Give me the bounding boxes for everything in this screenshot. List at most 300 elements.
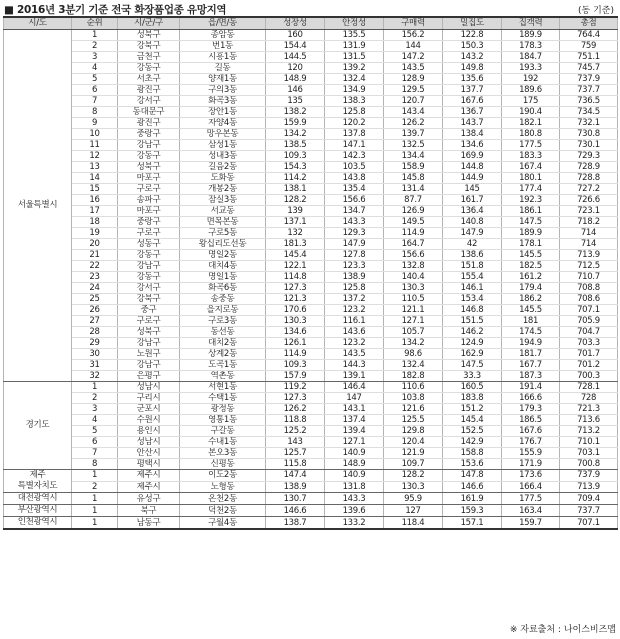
stability-cell: 127.1 <box>325 437 384 448</box>
district-cell: 동대문구 <box>118 107 180 118</box>
district-cell: 은평구 <box>118 371 180 382</box>
density-cell: 146.1 <box>443 283 502 294</box>
table-row <box>4 74 618 85</box>
stability-cell: 127.8 <box>325 250 384 261</box>
dong-cell: 양재1동 <box>180 74 266 85</box>
traffic-cell: 166.4 <box>502 481 560 493</box>
traffic-cell: 190.4 <box>502 107 560 118</box>
traffic-cell: 171.9 <box>502 459 560 470</box>
district-cell: 중구 <box>118 305 180 316</box>
total-cell: 707.1 <box>560 517 618 530</box>
density-cell: 167.6 <box>443 96 502 107</box>
density-cell: 159.3 <box>443 505 502 517</box>
column-header: 시/도 <box>4 17 72 30</box>
dong-cell: 화곡6동 <box>180 283 266 294</box>
dong-cell: 구의3동 <box>180 85 266 96</box>
density-cell: 161.9 <box>443 493 502 505</box>
district-cell: 성북구 <box>118 162 180 173</box>
district-cell: 마포구 <box>118 173 180 184</box>
rank-cell: 2 <box>72 41 118 52</box>
rank-cell: 21 <box>72 250 118 261</box>
traffic-cell: 145.5 <box>502 305 560 316</box>
purchasing-cell: 156.6 <box>384 250 443 261</box>
column-header: 밀집도 <box>443 17 502 30</box>
growth-cell: 138.5 <box>266 140 325 151</box>
stability-cell: 133.2 <box>325 517 384 530</box>
rank-cell: 5 <box>72 426 118 437</box>
purchasing-cell: 130.3 <box>384 481 443 493</box>
stability-cell: 143.6 <box>325 327 384 338</box>
traffic-cell: 178.3 <box>502 41 560 52</box>
traffic-cell: 187.3 <box>502 371 560 382</box>
purchasing-cell: 87.7 <box>384 195 443 206</box>
purchasing-cell: 125.5 <box>384 415 443 426</box>
rank-cell: 27 <box>72 316 118 327</box>
table-row <box>4 151 618 162</box>
growth-cell: 138.7 <box>266 517 325 530</box>
region-cell: 경기도 <box>4 382 72 470</box>
table-row <box>4 184 618 195</box>
total-cell: 713.2 <box>560 426 618 437</box>
density-cell: 122.8 <box>443 30 502 41</box>
stability-cell: 139.1 <box>325 371 384 382</box>
rank-cell: 1 <box>72 493 118 505</box>
density-cell: 155.4 <box>443 272 502 283</box>
rank-cell: 13 <box>72 162 118 173</box>
stability-cell: 143.5 <box>325 349 384 360</box>
density-cell: 147.5 <box>443 360 502 371</box>
density-cell: 149.8 <box>443 63 502 74</box>
growth-cell: 122.1 <box>266 261 325 272</box>
dong-cell: 종암동 <box>180 30 266 41</box>
table-row <box>4 228 618 239</box>
growth-cell: 130.7 <box>266 493 325 505</box>
traffic-cell: 186.2 <box>502 294 560 305</box>
total-cell: 712.5 <box>560 261 618 272</box>
dong-cell: 역촌동 <box>180 371 266 382</box>
rank-cell: 20 <box>72 239 118 250</box>
stability-cell: 125.8 <box>325 107 384 118</box>
growth-cell: 146 <box>266 85 325 96</box>
traffic-cell: 180.1 <box>502 173 560 184</box>
stability-cell: 125.8 <box>325 283 384 294</box>
table-row <box>4 426 618 437</box>
growth-cell: 114.2 <box>266 173 325 184</box>
stability-cell: 132.4 <box>325 74 384 85</box>
traffic-cell: 147.5 <box>502 217 560 228</box>
density-cell: 151.2 <box>443 404 502 415</box>
stability-cell: 144.3 <box>325 360 384 371</box>
purchasing-cell: 120.4 <box>384 437 443 448</box>
traffic-cell: 186.1 <box>502 206 560 217</box>
stability-cell: 139.2 <box>325 63 384 74</box>
district-cell: 강서구 <box>118 96 180 107</box>
district-cell: 마포구 <box>118 206 180 217</box>
purchasing-cell: 145.8 <box>384 173 443 184</box>
region-cell: 인천광역시 <box>4 517 72 530</box>
rank-cell: 6 <box>72 437 118 448</box>
growth-cell: 154.3 <box>266 162 325 173</box>
rank-cell: 1 <box>72 382 118 393</box>
table-row <box>4 415 618 426</box>
region-cell: 제주 특별자치도 <box>4 470 72 493</box>
density-cell: 151.5 <box>443 316 502 327</box>
stability-cell: 143.1 <box>325 404 384 415</box>
table-row <box>4 217 618 228</box>
region-cell: 서울특별시 <box>4 30 72 382</box>
rank-cell: 3 <box>72 52 118 63</box>
table-row <box>4 404 618 415</box>
dong-cell: 덕천2동 <box>180 505 266 517</box>
district-cell: 성동구 <box>118 239 180 250</box>
unit-note: (동 기준) <box>578 6 614 16</box>
density-cell: 147.9 <box>443 228 502 239</box>
table-row <box>4 63 618 74</box>
district-cell: 용인시 <box>118 426 180 437</box>
purchasing-cell: 132.5 <box>384 140 443 151</box>
stability-cell: 123.2 <box>325 305 384 316</box>
stability-cell: 138.9 <box>325 272 384 283</box>
table-row <box>4 272 618 283</box>
rank-cell: 3 <box>72 404 118 415</box>
rank-cell: 31 <box>72 360 118 371</box>
purchasing-cell: 156.2 <box>384 30 443 41</box>
rank-cell: 16 <box>72 195 118 206</box>
purchasing-cell: 121.6 <box>384 404 443 415</box>
purchasing-cell: 147.2 <box>384 52 443 63</box>
growth-cell: 147.4 <box>266 470 325 482</box>
total-cell: 764.4 <box>560 30 618 41</box>
dong-cell: 을지로동 <box>180 305 266 316</box>
district-cell: 광진구 <box>118 85 180 96</box>
district-cell: 중랑구 <box>118 217 180 228</box>
total-cell: 759 <box>560 41 618 52</box>
total-cell: 723.1 <box>560 206 618 217</box>
stability-cell: 137.8 <box>325 129 384 140</box>
purchasing-cell: 95.9 <box>384 493 443 505</box>
dong-cell: 길음2동 <box>180 162 266 173</box>
stability-cell: 134.7 <box>325 206 384 217</box>
purchasing-cell: 129.5 <box>384 85 443 96</box>
dong-cell: 시흥1동 <box>180 52 266 63</box>
district-cell: 광진구 <box>118 118 180 129</box>
growth-cell: 130.3 <box>266 316 325 327</box>
stability-cell: 134.9 <box>325 85 384 96</box>
district-cell: 강서구 <box>118 283 180 294</box>
purchasing-cell: 158.9 <box>384 162 443 173</box>
total-cell: 727.2 <box>560 184 618 195</box>
total-cell: 713.9 <box>560 481 618 493</box>
growth-cell: 126.1 <box>266 338 325 349</box>
district-cell: 강남구 <box>118 140 180 151</box>
district-cell: 금천구 <box>118 52 180 63</box>
total-cell: 737.9 <box>560 74 618 85</box>
growth-cell: 132 <box>266 228 325 239</box>
total-cell: 714 <box>560 239 618 250</box>
stability-cell: 143.3 <box>325 217 384 228</box>
district-cell: 제주시 <box>118 470 180 482</box>
total-cell: 726.6 <box>560 195 618 206</box>
dong-cell: 노형동 <box>180 481 266 493</box>
district-cell: 노원구 <box>118 349 180 360</box>
density-cell: 151.8 <box>443 261 502 272</box>
density-cell: 134.6 <box>443 140 502 151</box>
purchasing-cell: 149.5 <box>384 217 443 228</box>
traffic-cell: 173.6 <box>502 470 560 482</box>
rank-cell: 32 <box>72 371 118 382</box>
growth-cell: 159.9 <box>266 118 325 129</box>
total-cell: 713.6 <box>560 415 618 426</box>
column-header: 순위 <box>72 17 118 30</box>
rank-cell: 12 <box>72 151 118 162</box>
density-cell: 136.7 <box>443 107 502 118</box>
rank-cell: 9 <box>72 118 118 129</box>
table-row <box>4 85 618 96</box>
rank-cell: 4 <box>72 63 118 74</box>
traffic-cell: 167.6 <box>502 426 560 437</box>
total-cell: 728.8 <box>560 173 618 184</box>
table-row <box>4 52 618 63</box>
density-cell: 146.8 <box>443 305 502 316</box>
purchasing-cell: 143.4 <box>384 107 443 118</box>
growth-cell: 125.7 <box>266 448 325 459</box>
rank-cell: 7 <box>72 96 118 107</box>
traffic-cell: 176.7 <box>502 437 560 448</box>
growth-cell: 154.4 <box>266 41 325 52</box>
table-row <box>4 327 618 338</box>
total-cell: 737.7 <box>560 505 618 517</box>
total-cell: 751.1 <box>560 52 618 63</box>
rank-cell: 15 <box>72 184 118 195</box>
dong-cell: 왕십리도선동 <box>180 239 266 250</box>
traffic-cell: 167.4 <box>502 162 560 173</box>
purchasing-cell: 126.9 <box>384 206 443 217</box>
growth-cell: 128.2 <box>266 195 325 206</box>
purchasing-cell: 134.4 <box>384 151 443 162</box>
purchasing-cell: 132.8 <box>384 261 443 272</box>
dong-cell: 서현1동 <box>180 382 266 393</box>
dong-cell: 수내1동 <box>180 437 266 448</box>
growth-cell: 181.3 <box>266 239 325 250</box>
density-cell: 158.8 <box>443 448 502 459</box>
district-cell: 중랑구 <box>118 129 180 140</box>
table-row <box>4 118 618 129</box>
dong-cell: 화곡3동 <box>180 96 266 107</box>
purchasing-cell: 131.4 <box>384 184 443 195</box>
stability-cell: 139.6 <box>325 505 384 517</box>
column-header: 성장성 <box>266 17 325 30</box>
stability-cell: 143.3 <box>325 493 384 505</box>
dong-cell: 동선동 <box>180 327 266 338</box>
traffic-cell: 182.1 <box>502 118 560 129</box>
purchasing-cell: 164.7 <box>384 239 443 250</box>
district-cell: 성북구 <box>118 30 180 41</box>
table-row <box>4 481 618 493</box>
purchasing-cell: 127.1 <box>384 316 443 327</box>
district-cell: 강동구 <box>118 151 180 162</box>
stability-cell: 137.4 <box>325 415 384 426</box>
dong-cell: 구로3동 <box>180 316 266 327</box>
traffic-cell: 167.7 <box>502 360 560 371</box>
density-cell: 146.2 <box>443 327 502 338</box>
region-cell: 대전광역시 <box>4 493 72 505</box>
growth-cell: 145.4 <box>266 250 325 261</box>
total-cell: 714 <box>560 228 618 239</box>
stability-cell: 138.3 <box>325 96 384 107</box>
growth-cell: 119.2 <box>266 382 325 393</box>
rank-cell: 24 <box>72 283 118 294</box>
title-row <box>4 2 616 16</box>
dong-cell: 명일1동 <box>180 272 266 283</box>
table-row <box>4 305 618 316</box>
stability-cell: 135.4 <box>325 184 384 195</box>
table-row <box>4 393 618 404</box>
density-cell: 136.4 <box>443 206 502 217</box>
table-row <box>4 360 618 371</box>
rank-cell: 25 <box>72 294 118 305</box>
district-cell: 평택시 <box>118 459 180 470</box>
rank-cell: 8 <box>72 459 118 470</box>
purchasing-cell: 126.2 <box>384 118 443 129</box>
growth-cell: 126.2 <box>266 404 325 415</box>
total-cell: 730.8 <box>560 129 618 140</box>
district-cell: 송파구 <box>118 195 180 206</box>
stability-cell: 137.2 <box>325 294 384 305</box>
growth-cell: 134.2 <box>266 129 325 140</box>
district-cell: 구로구 <box>118 228 180 239</box>
district-cell: 강동구 <box>118 272 180 283</box>
traffic-cell: 193.3 <box>502 63 560 74</box>
purchasing-cell: 118.4 <box>384 517 443 530</box>
traffic-cell: 178.1 <box>502 239 560 250</box>
density-cell: 162.9 <box>443 349 502 360</box>
traffic-cell: 182.5 <box>502 261 560 272</box>
rank-cell: 10 <box>72 129 118 140</box>
table-row <box>4 338 618 349</box>
dong-cell: 상계2동 <box>180 349 266 360</box>
traffic-cell: 163.4 <box>502 505 560 517</box>
total-cell: 705.9 <box>560 316 618 327</box>
traffic-cell: 189.6 <box>502 85 560 96</box>
rank-cell: 2 <box>72 481 118 493</box>
growth-cell: 144.5 <box>266 52 325 63</box>
district-cell: 수원시 <box>118 415 180 426</box>
rank-cell: 29 <box>72 338 118 349</box>
district-cell: 강남구 <box>118 261 180 272</box>
dong-cell: 본오3동 <box>180 448 266 459</box>
density-cell: 143.2 <box>443 52 502 63</box>
traffic-cell: 184.7 <box>502 52 560 63</box>
density-cell: 153.6 <box>443 459 502 470</box>
table-row <box>4 505 618 517</box>
growth-cell: 114.9 <box>266 349 325 360</box>
total-cell: 707.1 <box>560 305 618 316</box>
total-cell: 737.7 <box>560 85 618 96</box>
density-cell: 138.4 <box>443 129 502 140</box>
density-cell: 124.9 <box>443 338 502 349</box>
growth-cell: 118.8 <box>266 415 325 426</box>
total-cell: 713.9 <box>560 250 618 261</box>
purchasing-cell: 132.4 <box>384 360 443 371</box>
purchasing-cell: 114.9 <box>384 228 443 239</box>
density-cell: 153.4 <box>443 294 502 305</box>
growth-cell: 160 <box>266 30 325 41</box>
density-cell: 137.7 <box>443 85 502 96</box>
table-row <box>4 517 618 530</box>
table-row <box>4 349 618 360</box>
stability-cell: 120.2 <box>325 118 384 129</box>
stability-cell: 129.3 <box>325 228 384 239</box>
stability-cell: 147 <box>325 393 384 404</box>
district-cell: 강동구 <box>118 63 180 74</box>
dong-cell: 영통1동 <box>180 415 266 426</box>
total-cell: 703.1 <box>560 448 618 459</box>
traffic-cell: 177.5 <box>502 493 560 505</box>
purchasing-cell: 182.8 <box>384 371 443 382</box>
density-cell: 157.1 <box>443 517 502 530</box>
rank-cell: 1 <box>72 517 118 530</box>
growth-cell: 134.6 <box>266 327 325 338</box>
traffic-cell: 186.5 <box>502 415 560 426</box>
purchasing-cell: 110.5 <box>384 294 443 305</box>
dong-cell: 길동 <box>180 63 266 74</box>
table-row <box>4 250 618 261</box>
growth-cell: 138.1 <box>266 184 325 195</box>
rank-cell: 14 <box>72 173 118 184</box>
total-cell: 701.2 <box>560 360 618 371</box>
purchasing-cell: 98.6 <box>384 349 443 360</box>
traffic-cell: 183.3 <box>502 151 560 162</box>
table-row <box>4 294 618 305</box>
total-cell: 728.1 <box>560 382 618 393</box>
stability-cell: 135.5 <box>325 30 384 41</box>
dong-cell: 번1동 <box>180 41 266 52</box>
page-title: ■ 2016년 3분기 기준 전국 화장품업종 유망지역 <box>4 4 227 16</box>
traffic-cell: 191.4 <box>502 382 560 393</box>
purchasing-cell: 143.5 <box>384 63 443 74</box>
purchasing-cell: 120.7 <box>384 96 443 107</box>
rank-cell: 11 <box>72 140 118 151</box>
district-cell: 북구 <box>118 505 180 517</box>
district-cell: 남동구 <box>118 517 180 530</box>
table-row <box>4 382 618 393</box>
traffic-cell: 181.7 <box>502 349 560 360</box>
total-cell: 721.3 <box>560 404 618 415</box>
total-cell: 700.3 <box>560 371 618 382</box>
purchasing-cell: 109.7 <box>384 459 443 470</box>
density-cell: 145.4 <box>443 415 502 426</box>
table-row <box>4 316 618 327</box>
density-cell: 144.8 <box>443 162 502 173</box>
rank-cell: 6 <box>72 85 118 96</box>
purchasing-cell: 121.9 <box>384 448 443 459</box>
growth-cell: 146.6 <box>266 505 325 517</box>
district-cell: 성남시 <box>118 437 180 448</box>
rank-cell: 23 <box>72 272 118 283</box>
table-row <box>4 459 618 470</box>
total-cell: 736.5 <box>560 96 618 107</box>
stability-cell: 116.1 <box>325 316 384 327</box>
total-cell: 709.4 <box>560 493 618 505</box>
table-row <box>4 41 618 52</box>
table-row <box>4 30 618 41</box>
dong-cell: 신평동 <box>180 459 266 470</box>
dong-cell: 대치2동 <box>180 338 266 349</box>
dong-cell: 구월4동 <box>180 517 266 530</box>
purchasing-cell: 134.2 <box>384 338 443 349</box>
total-cell: 708.8 <box>560 283 618 294</box>
density-cell: 135.6 <box>443 74 502 85</box>
